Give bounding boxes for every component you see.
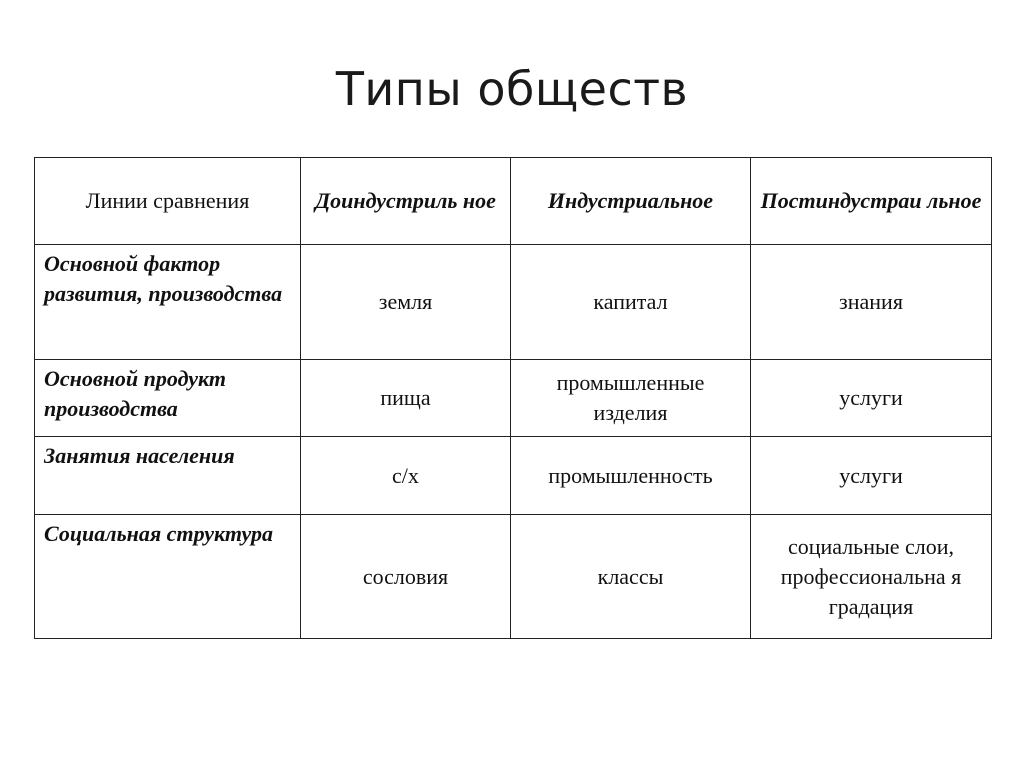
table-cell: с/х bbox=[301, 437, 511, 515]
table-header-row bbox=[35, 158, 992, 245]
table-cell: социальные слои, профессиональна я градация bbox=[751, 515, 992, 639]
corner-header: Линии сравнения bbox=[35, 158, 301, 245]
comparison-table bbox=[34, 157, 992, 639]
column-header-preindustrial: Доиндустриль ное bbox=[301, 158, 511, 245]
column-header-postindustrial: Постиндустраи льное bbox=[751, 158, 992, 245]
table-cell: знания bbox=[751, 245, 992, 360]
table-cell: земля bbox=[301, 245, 511, 360]
table-row bbox=[35, 515, 992, 639]
table-row bbox=[35, 360, 992, 437]
row-header: Основной фактор развития, производства bbox=[35, 245, 301, 360]
table-cell: сословия bbox=[301, 515, 511, 639]
table-cell: классы bbox=[511, 515, 751, 639]
table-cell: капитал bbox=[511, 245, 751, 360]
table-cell: пища bbox=[301, 360, 511, 437]
row-header: Основной продукт производства bbox=[35, 360, 301, 437]
table-cell: промышленные изделия bbox=[511, 360, 751, 437]
table-cell: услуги bbox=[751, 360, 992, 437]
row-header: Социальная структура bbox=[35, 515, 301, 639]
table-row bbox=[35, 245, 992, 360]
slide-title: Типы обществ bbox=[335, 62, 689, 116]
row-header: Занятия населения bbox=[35, 437, 301, 515]
table-row bbox=[35, 437, 992, 515]
table-cell: промышленность bbox=[511, 437, 751, 515]
table-cell: услуги bbox=[751, 437, 992, 515]
column-header-industrial: Индустриальное bbox=[511, 158, 751, 245]
